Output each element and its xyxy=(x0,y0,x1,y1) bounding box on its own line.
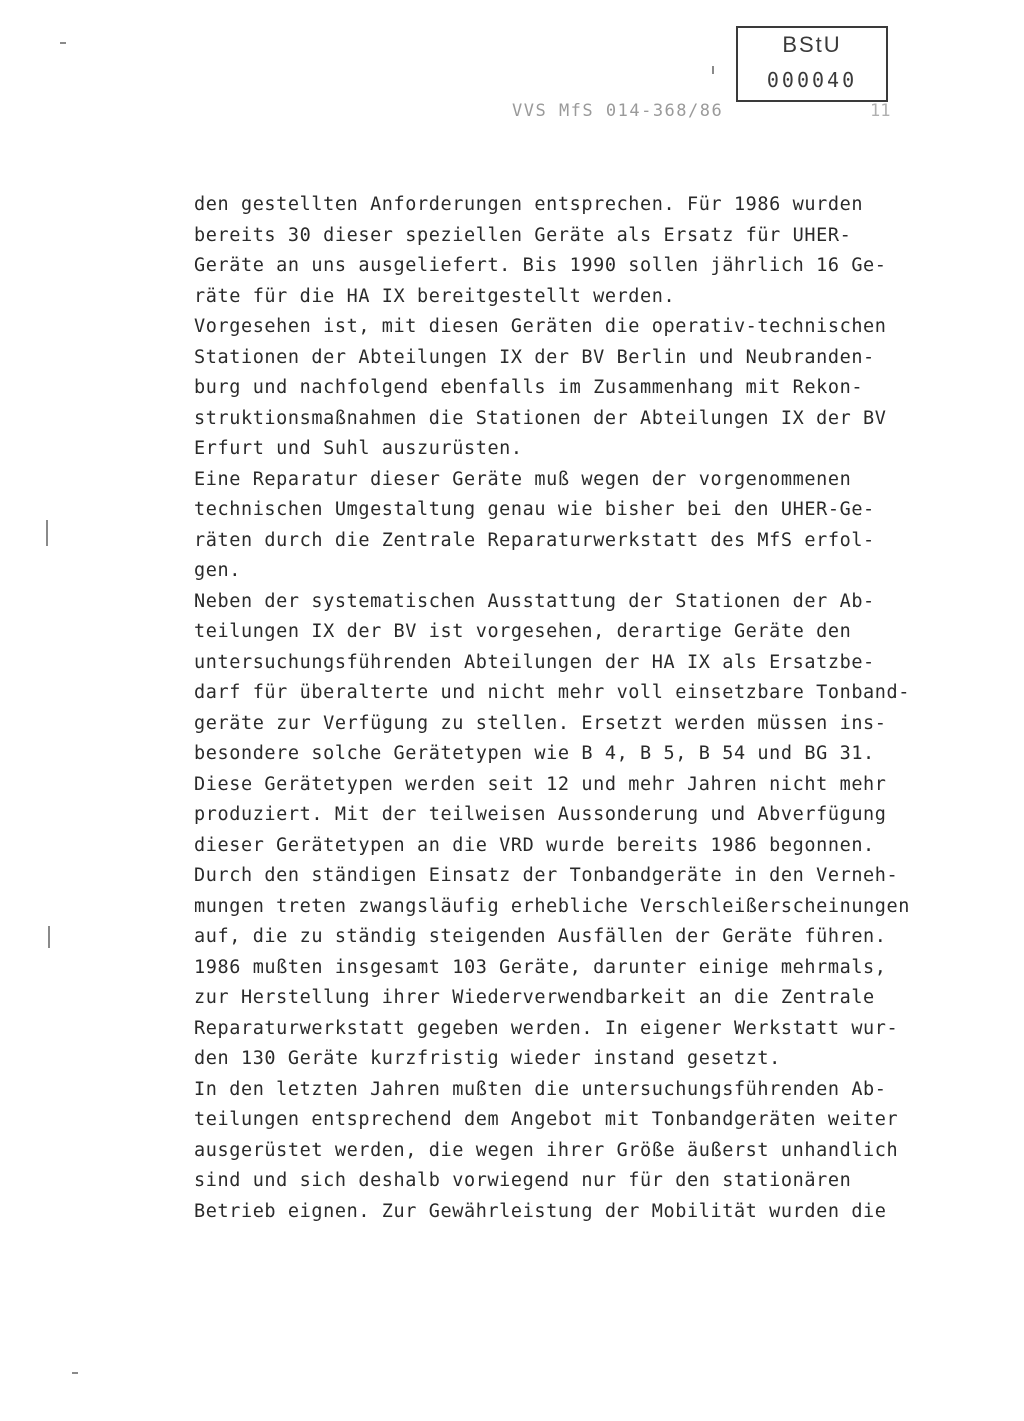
document-reference: VVS MfS 014-368/86 xyxy=(512,101,724,121)
text-line: Reparaturwerkstatt gegeben werden. In eigener Werkstatt wur- xyxy=(194,1017,899,1039)
text-line: produziert. Mit der teilweisen Aussonderung und Abverfügung xyxy=(194,804,887,825)
text-line: Neben der systematischen Ausstattung der Stationen der Ab- xyxy=(194,590,875,612)
text-line: 1986 mußten insgesamt 103 Geräte, darunter einige mehrmals, xyxy=(194,956,887,978)
scan-speck xyxy=(60,42,66,44)
text-line: zur Herstellung ihrer Wiederverwendbarkeit an die Zentrale xyxy=(194,987,875,1008)
stamp-label: BStU xyxy=(782,32,842,57)
text-line: den 130 Geräte kurzfristig wieder instand gesetzt. xyxy=(194,1048,781,1069)
text-line: Diese Gerätetypen werden seit 12 und mehr Jahren nicht mehr xyxy=(194,773,887,795)
text-line: auf, die zu ständig steigenden Ausfällen der Geräte führen. xyxy=(194,926,887,947)
scan-speck xyxy=(72,1372,78,1374)
stamp-number: 000040 xyxy=(766,68,858,92)
text-line: geräte zur Verfügung zu stellen. Ersetzt werden müssen ins- xyxy=(194,712,887,734)
text-line: räten durch die Zentrale Reparaturwerkstatt des MfS erfol- xyxy=(194,529,875,551)
text-line: Stationen der Abteilungen IX der BV Berlin und Neubranden- xyxy=(194,346,875,368)
text-line: gen. xyxy=(194,560,241,581)
text-line: Erfurt und Suhl auszurüsten. xyxy=(194,438,523,459)
text-line: besondere solche Gerätetypen wie B 4, B 5, B 54 und BG 31. xyxy=(194,743,875,764)
page-number: 11 xyxy=(870,101,891,121)
text-line: den gestellten Anforderungen entsprechen. Für 1986 wurden xyxy=(194,194,864,215)
text-line: struktionsmaßnahmen die Stationen der Abteilungen IX der BV xyxy=(194,407,887,429)
text-line: Geräte an uns ausgeliefert. Bis 1990 sollen jährlich 16 Ge- xyxy=(194,255,887,276)
archive-stamp xyxy=(736,26,888,102)
text-line: bereits 30 dieser speziellen Geräte als Ersatz für UHER- xyxy=(194,224,852,246)
scan-speck xyxy=(712,66,714,74)
text-line: Vorgesehen ist, mit diesen Geräten die operativ-technischen xyxy=(194,316,887,337)
text-line: Betrieb eignen. Zur Gewährleistung der Mobilität wurden die xyxy=(194,1200,887,1222)
text-line: dieser Gerätetypen an die VRD wurde bereits 1986 begonnen. xyxy=(194,834,875,856)
text-line: untersuchungsführenden Abteilungen der HA IX als Ersatzbe- xyxy=(194,651,875,673)
text-line: In den letzten Jahren mußten die untersuchungsführenden Ab- xyxy=(194,1078,887,1100)
punch-hole-mark xyxy=(48,926,50,948)
text-line: sind und sich deshalb vorwiegend nur für den stationären xyxy=(194,1170,852,1191)
text-line: burg und nachfolgend ebenfalls im Zusammenhang mit Rekon- xyxy=(194,377,864,398)
text-line: räte für die HA IX bereitgestellt werden. xyxy=(194,285,676,307)
text-line: mungen treten zwangsläufig erhebliche Verschleißerscheinungen xyxy=(194,895,911,917)
text-line: technischen Umgestaltung genau wie bisher bei den UHER-Ge- xyxy=(194,499,875,520)
text-line: Durch den ständigen Einsatz der Tonbandgeräte in den Verneh- xyxy=(194,865,899,886)
text-line: ausgerüstet werden, die wegen ihrer Größe äußerst unhandlich xyxy=(194,1139,899,1161)
text-line: darf für überalterte und nicht mehr voll einsetzbare Tonband- xyxy=(194,682,911,703)
text-line: teilungen IX der BV ist vorgesehen, derartige Geräte den xyxy=(194,621,852,642)
body-text xyxy=(194,190,974,1227)
punch-hole-mark xyxy=(46,520,48,546)
text-line: Eine Reparatur dieser Geräte muß wegen der vorgenommenen xyxy=(194,468,852,490)
text-line: teilungen entsprechend dem Angebot mit Tonbandgeräten weiter xyxy=(194,1109,899,1130)
